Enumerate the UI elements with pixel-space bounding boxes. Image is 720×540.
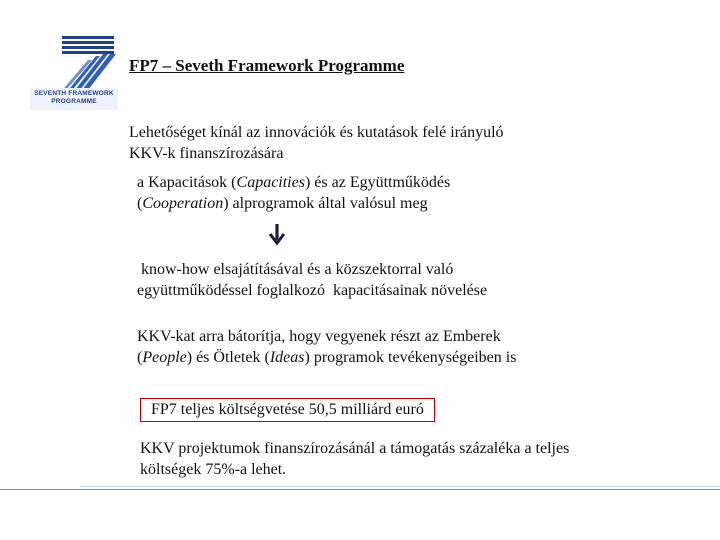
paragraph-line: KKV-k finanszírozására: [129, 145, 284, 162]
text-run: (: [137, 349, 143, 366]
emphasis-people: People: [142, 349, 187, 366]
logo-caption: [28, 90, 120, 106]
paragraph-line: KKV projektumok finanszírozásánál a támogatás százaléka a teljes: [140, 440, 570, 457]
paragraph-line: együttműködéssel foglalkozó kapacitásainak növelése: [137, 282, 488, 299]
paragraph-line: költségek 75%-a lehet.: [140, 461, 287, 478]
text-run: a Kapacitások (: [137, 174, 237, 191]
paragraph-knowhow: [137, 259, 487, 301]
emphasis-ideas: Ideas: [269, 349, 305, 366]
emphasis-capacities: Capacities: [236, 174, 305, 191]
paragraph-opportunity: [129, 122, 504, 164]
text-run: (: [137, 195, 143, 212]
page-title: FP7 – Seveth Framework Programme: [129, 56, 405, 75]
logo-caption-line2: PROGRAMME: [51, 98, 97, 105]
paragraph-funding-rate: [140, 438, 569, 480]
paragraph-line: [137, 347, 516, 368]
text-run: ) alprogramok által valósul meg: [223, 195, 428, 212]
paragraph-line: [137, 193, 450, 214]
paragraph-encourage: [137, 326, 516, 368]
paragraph-line: [137, 172, 450, 193]
text-run: ) és az Együttműködés: [304, 174, 451, 191]
paragraph-line: KKV-kat arra bátorítja, hogy vegyenek részt az Emberek: [137, 328, 501, 345]
text-run: ) programok tevékenységeiben is: [304, 349, 517, 366]
logo-caption-line1: SEVENTH FRAMEWORK: [34, 90, 114, 97]
text-run: ) és Ötletek (: [186, 349, 270, 366]
paragraph-line: Lehetőséget kínál az innovációk és kutatások felé irányuló: [129, 124, 504, 141]
paragraph-line: know-how elsajátításával és a közszektorral való: [137, 261, 454, 278]
divider-bottom: [0, 489, 720, 490]
budget-box: FP7 teljes költségvetése 50,5 milliárd euró: [140, 398, 435, 422]
down-arrow-icon: [268, 222, 286, 246]
divider-light: [80, 486, 720, 487]
paragraph-subprogrammes: [137, 172, 450, 214]
emphasis-cooperation: Cooperation: [142, 195, 224, 212]
